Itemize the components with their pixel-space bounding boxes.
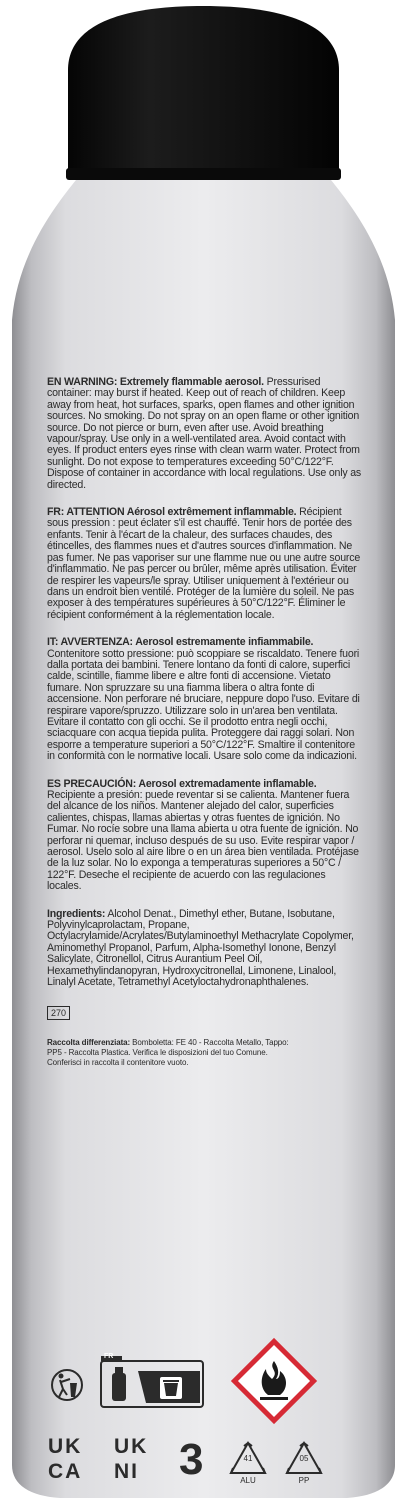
flammable-hazard-icon [226,1333,322,1429]
triman-recycle-icon [98,1353,206,1411]
ukni-bottom: NI [114,1460,139,1483]
triman-fr-badge: FR [104,1353,114,1360]
warning-es [47,779,362,893]
tidyman-icon [50,1367,84,1403]
ukca-bottom: CA [48,1460,83,1483]
pp-label: PP [298,1476,310,1485]
warning-fr [47,507,362,621]
ukni-top: UK [114,1435,149,1458]
warning-es-body: Recipiente a presión: puede reventar si se calienta. Mantener fuera del alcance de los niños. Mantener alejado del calor, superficies calientes, chispas, llamas abiertas y otras fuentes de ignición. No Fumar. No rocíe sobre una llama abierta u otra fuente de ignición. No perforar ni quemar, incluso después de su uso. Evite respirar vapor / aerosol. Uselo solo al aire libre o en un área bien ventilada. Protéjase de la luz solar. No lo exponga a temperaturas superiores a 50°C / 122°F. Deseche el recipiente de acuerdo con las regulaciones locales. [47,789,359,893]
symbol-row-top [48,1353,363,1421]
warning-label [47,377,362,1068]
warning-fr-body: Récipient sous pression : peut éclater s'il est chauffé. Tenir hors de portée des enfants. Tenir à l'écart de la chaleur, des surfaces chaudes, des étincelles, des flammes nues et d'autres sources d'inflammation. Ne pas fumer. Ne pas vaporiser sur une flamme nue ou une autre source d'inflammatio. Ne pas percer ou brûler, même après utilisation. Éviter de respirer les vapeurs/le spray. Utiliser uniquement à l'extérieur ou dans un endroit bien ventilé. Protéger de la lumière du soleil. Ne pas exposer à des températures supérieures à 50°C/122°F. Éliminer le récipient conformément à la réglementation locale. [47,506,361,621]
warning-en [47,377,362,491]
ingredients [47,909,362,989]
ukca-top: UK [48,1435,83,1458]
volume-box: 270 [47,1006,70,1020]
alu-code: 41 [243,1454,253,1463]
warning-en-body: Pressurised container: may burst if heated. Keep out of reach of children. Keep away from heat, hot surfaces, sparks, open flames and other ignition sources. No smoking. Do not spray on an open flame or other ignition source. Do not pierce or burn, even after use. Avoid breathing vapour/spray. Use only in a well-ventilated area. Avoid contact with eyes. If product enters eyes rinse with clean warm water. Protect from sunlight. Do not expose to temperatures exceeding 50°C/122°F. Dispose of container in accordance with local regulations. Use only as directed. [47,376,361,491]
recycling-heading: Raccolta differenziata: [47,1037,131,1047]
warning-it-body: Contenitore sotto pressione: può scoppiare se riscaldato. Tenere fuori dalla portata dei bambini. Tenere lontano da fonti di calore, superfici calde, scintille, fiamme libere e altre fonti di accensione. Vietato fumare. Non spruzzare su una fiamma libera o altra fonte di accensione. Non perforare né bruciare, neppure dopo l'uso. Evitare di respirare vapore/spruzzo. Utilizzare solo in un'area ben ventilata. Evitare il contatto con gli occhi. Se il prodotto entra negli occhi, sciacquare con acqua tiepida pulita. Proteggere dai raggi solari. Non esporre a temperature superiori a 50°C/122°F. Smaltire il contenitore in conformità con le normative locali. Usare solo come da indicazioni. [47,647,360,763]
symbol-row-bottom [48,1436,363,1486]
estimated-sign-3: 3 [179,1435,204,1484]
alu-label: ALU [240,1476,256,1485]
warning-it [47,637,362,762]
ingredients-body: Alcohol Denat., Dimethyl ether, Butane, Isobutane, Polyvinylcaprolactam, Propane, Octylacrylamide/Acrylates/Butylaminoethyl Methacrylate Copolymer, Aminomethyl Propanol, Parfum, Alpha-Isomethyl Ionone, Benzyl Salicylate, Citronellol, Citrus Aurantium Peel Oil, Hexamethylindanopyran, Hydroxycitronellal, Limonene, Linalool, Linalyl Acetate, Tetramethyl Acetyloctahydronaphthalenes. [47,907,354,989]
warning-fr-heading: FR: ATTENTION Aérosol extrêmement inflammable. [47,506,297,519]
warning-en-heading: EN WARNING: Extremely flammable aerosol. [47,376,264,388]
recycling-body: Bomboletta: FE 40 - Raccolta Metallo, Tappo: PP5 - Raccolta Plastica. Verifica le disposizioni del tuo Comune. Conferisci in raccolta il contenitore vuoto. [47,1037,289,1067]
can-cap [68,6,339,175]
warning-es-heading: ES PRECAUCIÓN: Aerosol extremadamente inflamable. [47,777,317,790]
ingredients-heading: Ingredients: [47,907,106,920]
pp-code: 05 [299,1454,309,1463]
warning-it-heading: IT: AVVERTENZA: Aerosol estremamente infiammabile. [47,636,314,649]
recycling-info [47,1038,292,1068]
